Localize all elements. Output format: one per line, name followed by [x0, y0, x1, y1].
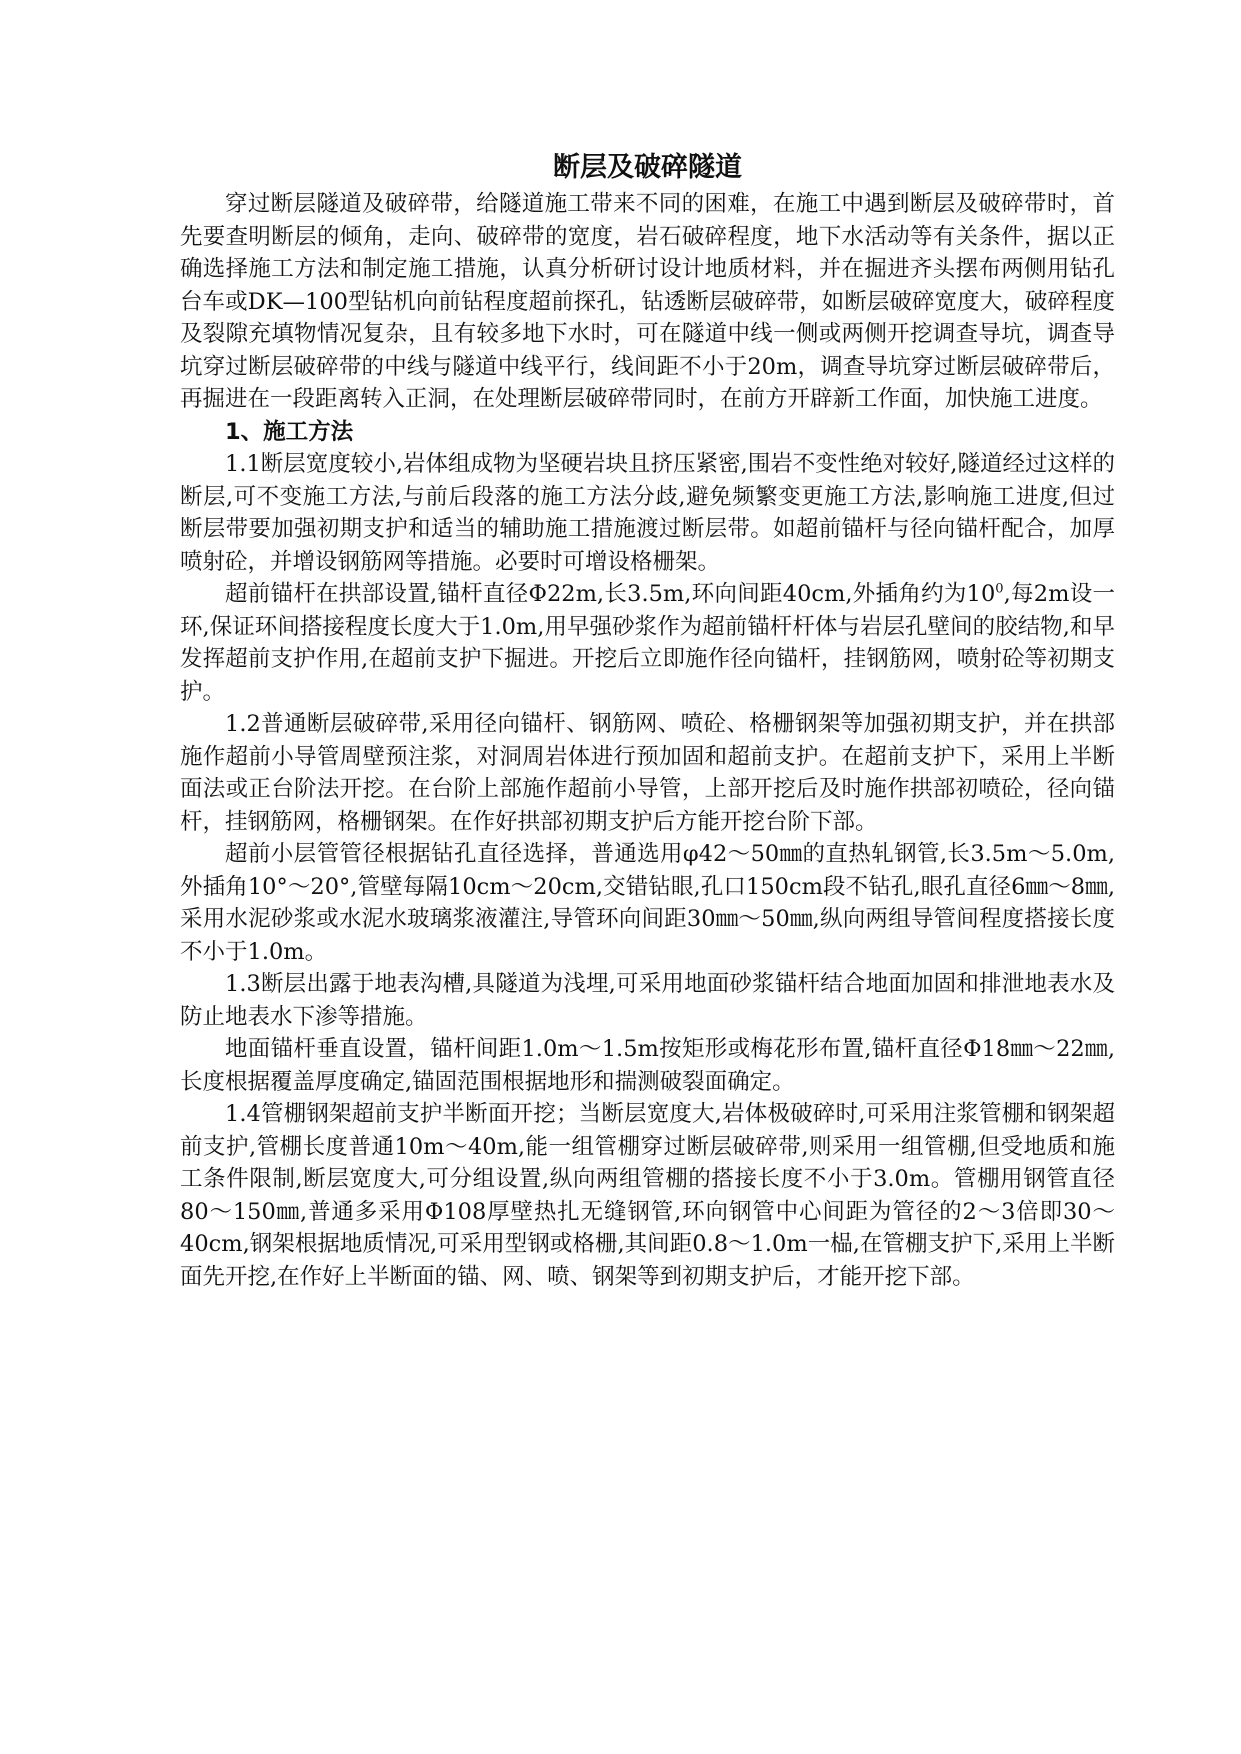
document-page [180, 150, 1115, 1293]
degree-superscript: 0 [995, 581, 1004, 597]
paragraph-1-4: 1.4管棚钢架超前支护半断面开挖；当断层宽度大,岩体极破碎时,可采用注浆管棚和钢架超前支护,管棚长度普通10m～40m,能一组管棚穿过断层破碎带,则采用一组管棚,但受地质和施工条件限制,断层宽度大,可分组设置,纵向两组管棚的搭接长度不小于3.0m。管棚用钢管直径80～150㎜,普通多采用Φ108厚壁热扎无缝钢管,环向钢管中心间距为管径的2～3倍即30～40cm,钢架根据地质情况,可采用型钢或格栅,其间距0.8～1.0m一榀,在管棚支护下,采用上半断面先开挖,在作好上半断面的锚、网、喷、钢架等到初期支护后，才能开挖下部。 [180, 1101, 1115, 1290]
advance-bolt-text-a: 超前锚杆在拱部设置,锚杆直径Φ22m,长3.5m,环向间距40cm,外插角约为10 [225, 581, 996, 607]
intro-paragraph: 穿过断层隧道及破碎带，给隧道施工带来不同的困难，在施工中遇到断层及破碎带时，首先要查明断层的倾角，走向、破碎带的宽度，岩石破碎程度，地下水活动等有关条件，据以正确选择施工方法和制定施工措施，认真分析研讨设计地质材料，并在掘进齐头摆布两侧用钻孔台车或DK—100型钻机向前钻程度超前探孔，钻透断层破碎带，如断层破碎宽度大，破碎程度及裂隙充填物情况复杂，且有较多地下水时，可在隧道中线一侧或两侧开挖调查导坑，调查导坑穿过断层破碎带的中线与隧道中线平行，线间距不小于20m，调查导坑穿过断层破碎带后，再掘进在一段距离转入正洞，在处理断层破碎带同时，在前方开辟新工作面，加快施工进度。 [180, 191, 1115, 412]
paragraph-small-pipe: 超前小层管管径根据钻孔直径选择，普通选用φ42～50㎜的直热轧钢管,长3.5m～5.0m,外插角10°～20°,管壁每隔10cm～20cm,交错钻眼,孔口150cm段不钻孔,眼孔直径6㎜～8㎜,采用水泥砂浆或水泥水玻璃浆液灌注,导管环向间距30㎜～50㎜,纵向两组导管间程度搭接长度不小于1.0m。 [180, 841, 1115, 965]
paragraph-advance-bolt [180, 578, 1115, 708]
advance-bolt-text-b: ,每2m设一环,保证环间搭接程度长度大于1.0m,用早强砂浆作为超前锚杆杆体与岩层孔壁间的胶结物,和早发挥超前支护作用,在超前支护下掘进。开挖后立即施作径向锚杆，挂钢筋网，喷射砼等初期支护。 [180, 581, 1115, 705]
paragraph-1-1: 1.1断层宽度较小,岩体组成物为坚硬岩块且挤压紧密,围岩不变性绝对较好,隧道经过这样的断层,可不变施工方法,与前后段落的施工方法分歧,避免频繁变更施工方法,影响施工进度,但过断层带要加强初期支护和适当的辅助施工措施渡过断层带。如超前锚杆与径向锚杆配合，加厚喷射砼，并增设钢筋网等措施。必要时可增设格栅架。 [180, 451, 1115, 575]
paragraph-ground-bolt: 地面锚杆垂直设置，锚杆间距1.0m～1.5m按矩形或梅花形布置,锚杆直径Φ18㎜～22㎜,长度根据覆盖厚度确定,锚固范围根据地形和揣测破裂面确定。 [180, 1036, 1115, 1095]
paragraph-1-2: 1.2普通断层破碎带,采用径向锚杆、钢筋网、喷砼、格栅钢架等加强初期支护，并在拱部施作超前小导管周壁预注浆，对洞周岩体进行预加固和超前支护。在超前支护下，采用上半断面法或正台阶法开挖。在台阶上部施作超前小导管，上部开挖后及时施作拱部初喷砼，径向锚杆，挂钢筋网，格栅钢架。在作好拱部初期支护后方能开挖台阶下部。 [180, 711, 1115, 835]
paragraph-1-3: 1.3断层出露于地表沟槽,具隧道为浅埋,可采用地面砂浆锚杆结合地面加固和排泄地表水及防止地表水下渗等措施。 [180, 971, 1115, 1030]
section-heading-construction-method: 1、施工方法 [225, 418, 354, 445]
document-title: 断层及破碎隧道 [553, 152, 742, 183]
